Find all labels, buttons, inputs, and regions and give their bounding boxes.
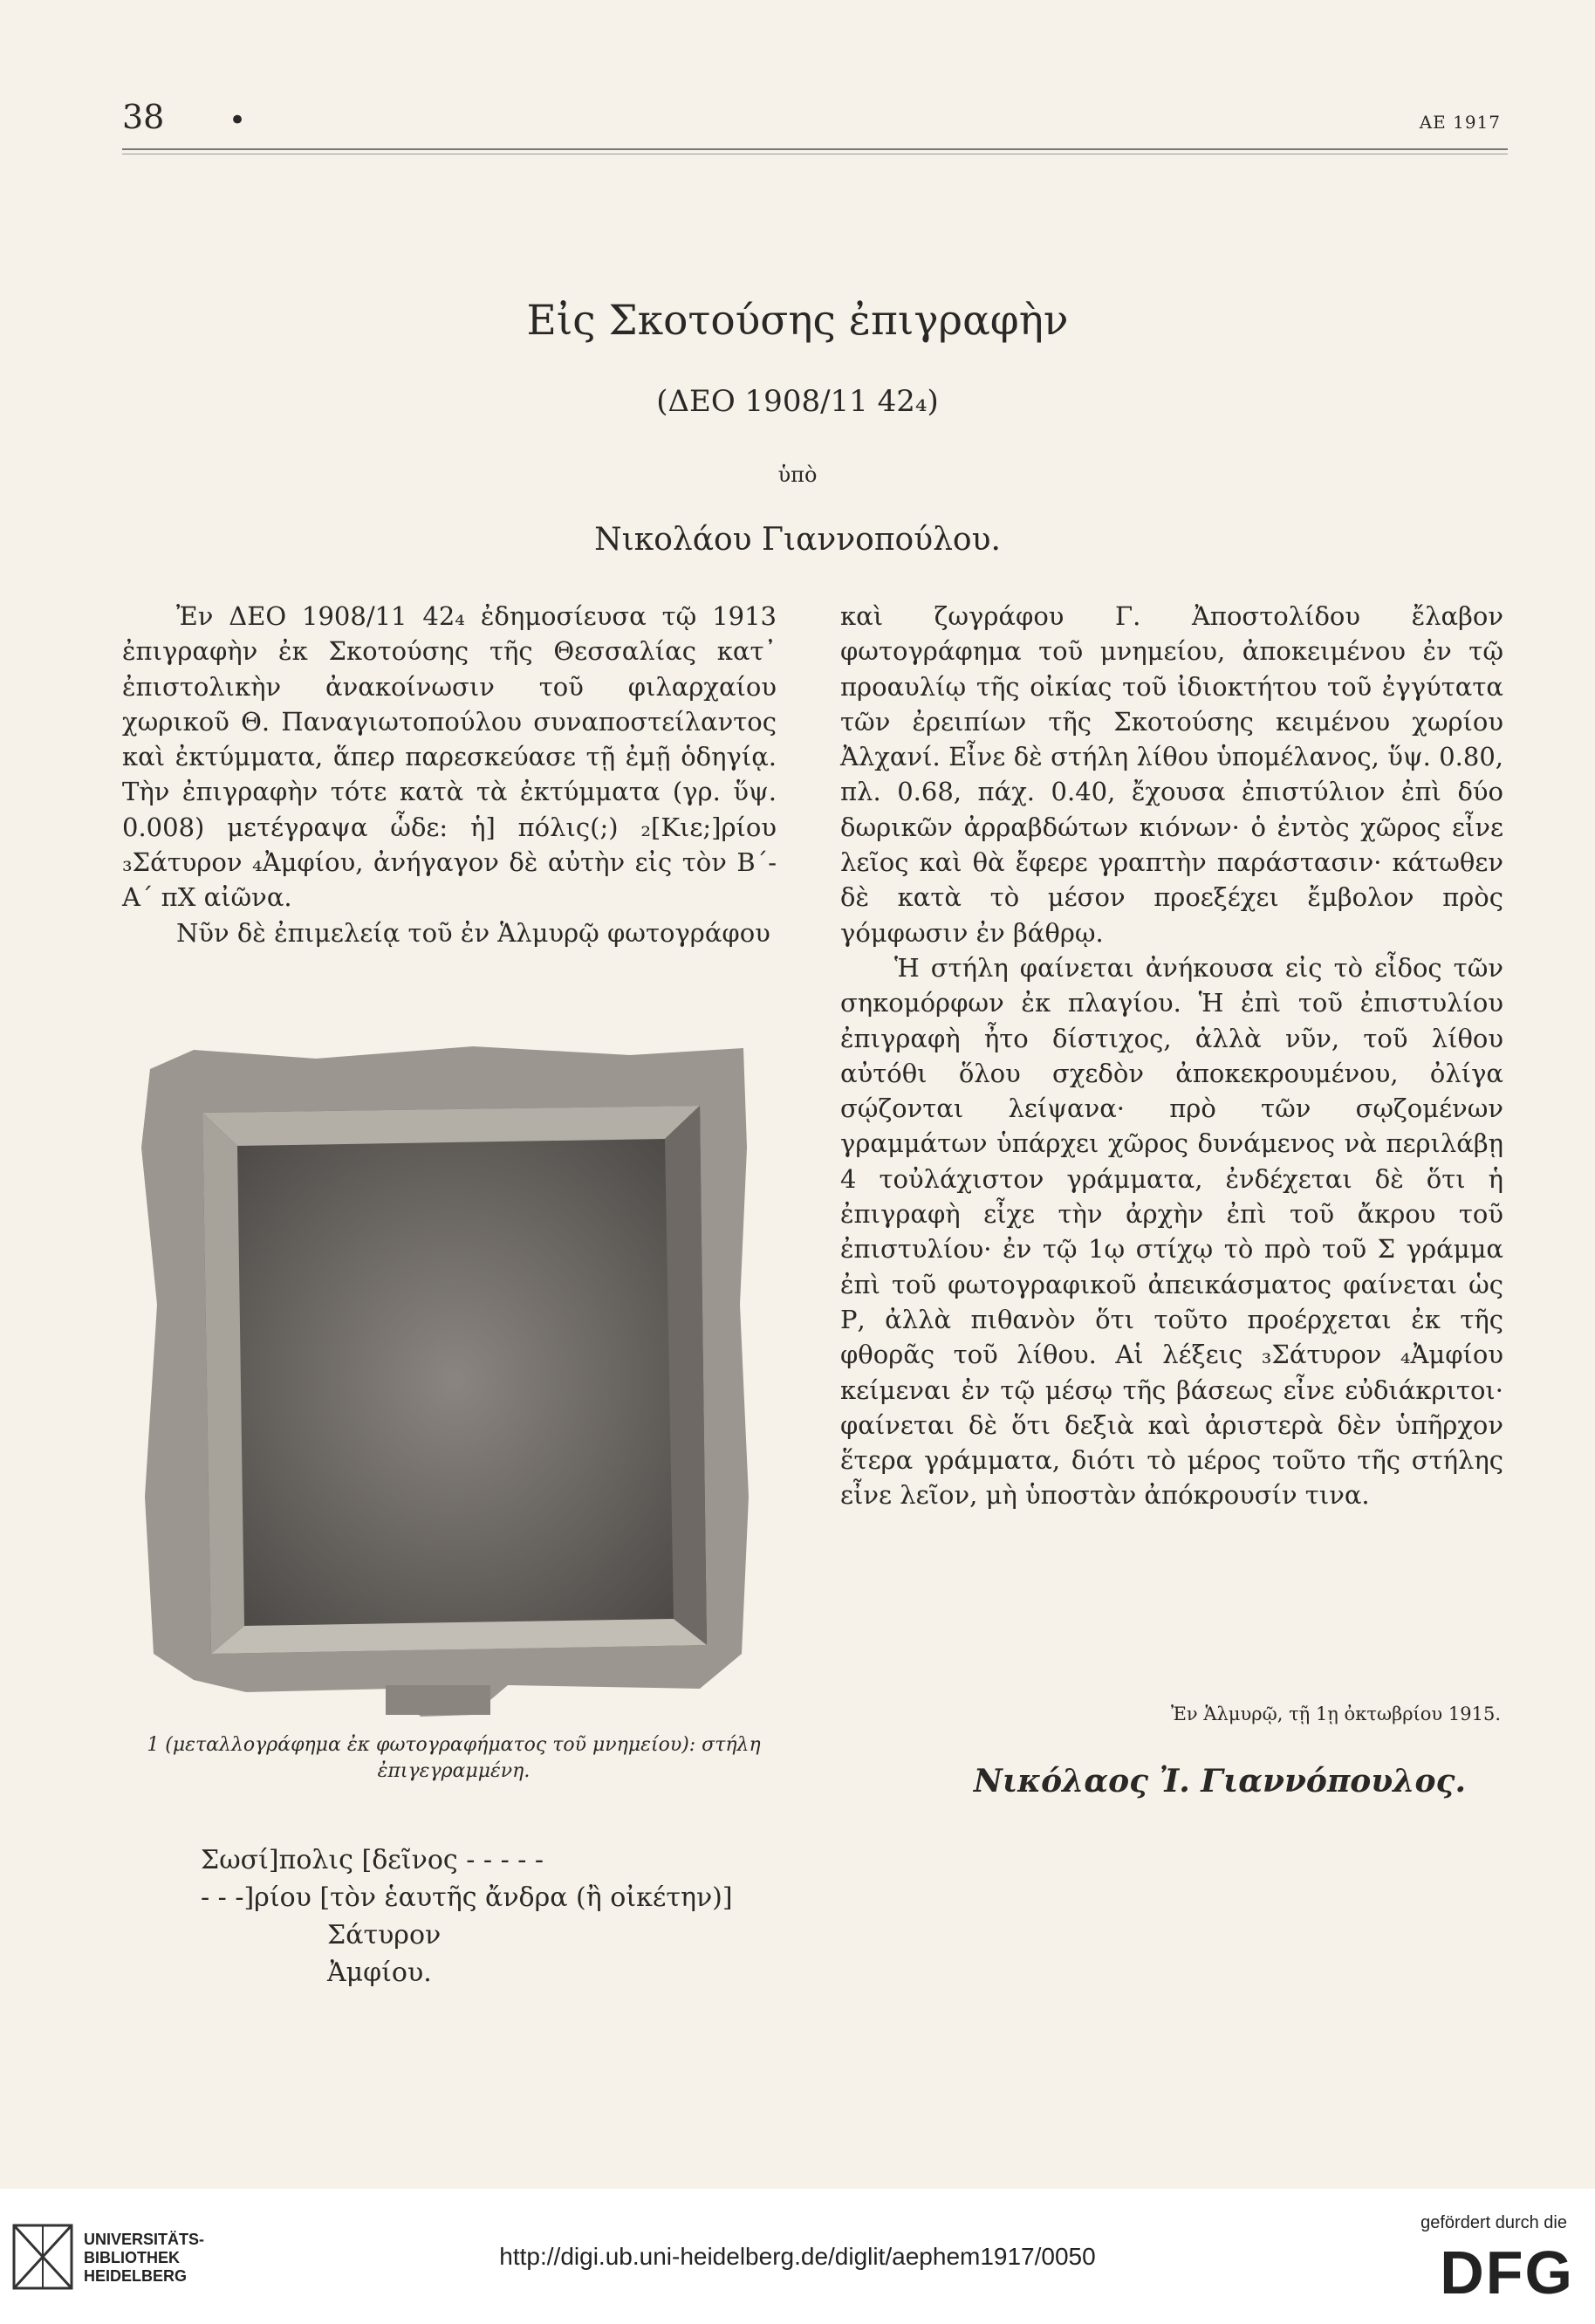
library-line-3: HEIDELBERG — [84, 2267, 188, 2285]
left-paragraph-1: Ἐν ΔΕΟ 1908/11 42₄ ἐδημοσίευσα τῷ 1913 ἐπιγραφὴν ἐκ Σκοτούσης τῆς Θεσσαλίας κατ᾽ ἐπιστολικὴν ἀνακοίνωσιν τοῦ φιλαρχαίου χωρικοῦ Θ. Παναγιωτοπούλου συναποστείλαντος καὶ ἐκτύμματα, ἅπερ παρεσκεύασε τῇ ἐμῇ ὁδηγίᾳ. Τὴν ἐπιγραφὴν τότε κατὰ τὰ ἐκτύμματα (γρ. ὕψ. 0.008) μετέγραψα ὧδε: ἡ] πόλις(;) ₂[Κιε;]ρίου ₃Σάτυρον ₄Ἀμφίου, ἀνήγαγον δὲ αὐτὴν εἰς τὸν Β΄-Α΄ πΧ αἰῶνα. — [122, 601, 777, 913]
right-paragraph-1: καὶ ζωγράφου Γ. Ἀποστολίδου ἔλαβον φωτογράφημα τοῦ μνημείου, ἀποκειμένου ἐν τῷ προαυλίῳ τῆς οἰκίας τοῦ ἰδιοκτήτου τοῦ ἐγγύτατα τῶν ἐρειπίων τῆς Σκοτούσης κειμένου χωρίου Ἀλχανί. Εἶνε δὲ στήλη λίθου ὑπομέλανος, ὕψ. 0.80, πλ. 0.68, πάχ. 0.40, ἔχουσα ἐπιστύλιον ἐπὶ δύο δωρικῶν ἀρραβδώτων κιόνων· ὁ ἐντὸς χῶρος εἶνε λεῖος καὶ θὰ ἔφερε γραπτὴν παράστασιν· κάτωθεν δὲ κατὰ τὸ μέσον προεξέχει ἔμβολον πρὸς γόμφωσιν ἐν βάθρῳ. — [840, 601, 1503, 948]
stele-image — [141, 1043, 749, 1717]
header-rule — [122, 148, 1508, 150]
transcription-line-1: Σωσί]πολις [δεῖνος - - - - - — [201, 1845, 544, 1875]
left-paragraph-2: Νῦν δὲ ἐπιμελείᾳ τοῦ ἐν Ἁλμυρῷ φωτογράφου — [176, 917, 770, 948]
library-line-2: BIBLIOTHEK — [84, 2249, 180, 2266]
article-subtitle: (ΔΕΟ 1908/11 42₄) — [656, 384, 939, 419]
source-url-link[interactable]: http://digi.ub.uni-heidelberg.de/diglit/aephem1917/0050 — [499, 2243, 1096, 2270]
page-number: 38 — [122, 98, 165, 136]
article-author: Νικολάου Γιαννοπούλου. — [594, 522, 1001, 558]
date-line: Ἐν Ἁλμυρῷ, τῇ 1ῃ ὀκτωβρίου 1915. — [1171, 1704, 1501, 1724]
signature: Νικόλαος Ἰ. Γιαννόπουλος. — [973, 1763, 1466, 1800]
inscription-transcription — [201, 1841, 733, 1992]
footer-bar — [0, 2189, 1595, 2324]
stele-photograph — [141, 1043, 749, 1717]
header-dot: • — [229, 103, 247, 138]
journal-header: ΑΕ 1917 — [1419, 112, 1501, 133]
dfg-logo: DFG — [1440, 2238, 1574, 2307]
left-column — [122, 599, 777, 950]
right-paragraph-2: Ἡ στήλη φαίνεται ἀνήκουσα εἰς τὸ εἶδος τῶν σηκομόρφων ἐκ πλαγίου. Ἡ ἐπὶ τοῦ ἐπιστυλίου ἐπιγραφὴ ἦτο δίστιχος, ἀλλὰ νῦν, τοῦ λίθου αὐτόθι ὅλου σχεδὸν ἀποκεκρουμένου, ὀλίγα σῴζονται λείψανα· πρὸ τῶν σῳζομένων γραμμάτων ὑπάρχει χῶρος δυνάμενος νὰ περιλάβῃ 4 τοὐλάχιστον γράμματα, ἐνδέχεται δὲ ὅτι ἡ ἐπιγραφὴ εἶχε τὴν ἀρχὴν ἐπὶ τοῦ ἄκρου τοῦ ἐπιστυλίου· ἐν τῷ 1ῳ στίχῳ τὸ πρὸ τοῦ Σ γράμμα ἐπὶ τοῦ φωτογραφικοῦ ἀπεικάσματος φαίνεται ὡς Ρ, ἀλλὰ πιθανὸν ὅτι τοῦτο προέρχεται ἐκ τῆς φθορᾶς τοῦ λίθου. Αἱ λέξεις ₃Σάτυρον ₄Ἀμφίου κείμεναι ἐν τῷ μέσῳ τῆς βάσεως εἶνε εὐδιάκριτοι· φαίνεται δὲ ὅτι δεξιὰ καὶ ἀριστερὰ δὲν ὑπῆρχον ἕτερα γράμματα, διότι τὸ μέρος τοῦτο τῆς στήλης εἶνε λεῖον, μὴ ὑποστὰν ἀπόκρουσίν τινα. — [840, 952, 1503, 1511]
funded-by-text: gefördert durch die — [1420, 2213, 1567, 2232]
right-column — [840, 599, 1503, 1513]
transcription-line-3: Σάτυρον — [327, 1920, 442, 1950]
figure-caption: 1 (μεταλλογράφημα ἐκ φωτογραφήματος τοῦ μνημείου): στήλη ἐπιγεγραμμένη. — [147, 1734, 761, 1782]
article-by: ὑπὸ — [777, 463, 818, 487]
article-title: Εἰς Σκοτούσης ἐπιγραφὴν — [526, 297, 1069, 345]
transcription-line-2: - - -]ρίου [τὸν ἑαυτῆς ἄνδρα (ἢ οἰκέτην)] — [201, 1882, 733, 1913]
transcription-line-4: Ἀμφίου. — [327, 1957, 432, 1988]
library-line-1: UNIVERSITÄTS- — [84, 2231, 205, 2248]
